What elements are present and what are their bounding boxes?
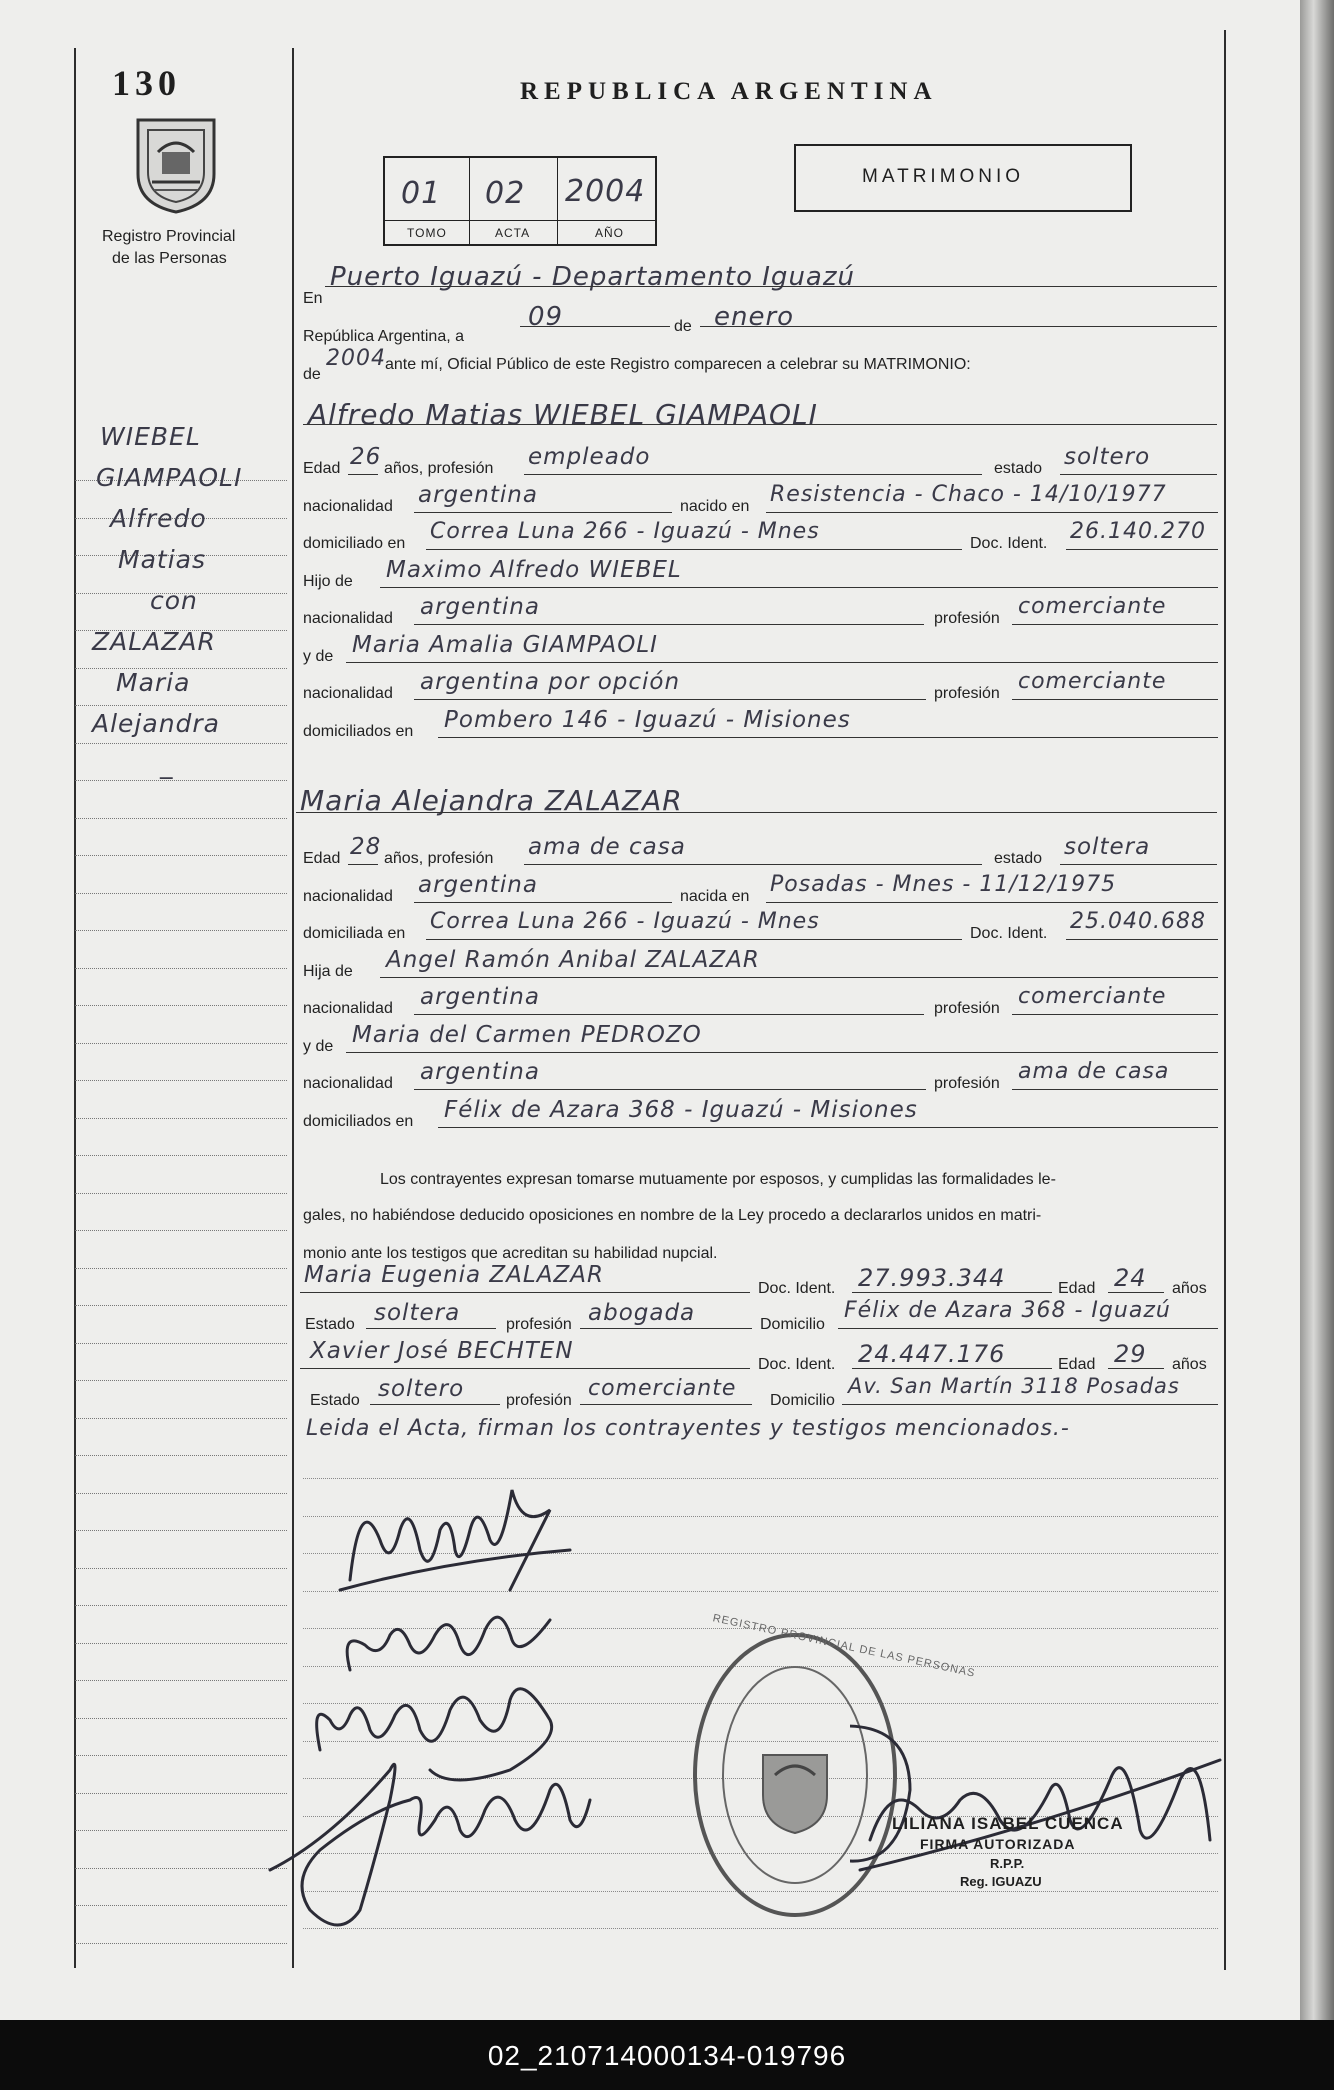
- groom-address: Correa Luna 266 - Iguazú - Mnes: [430, 519, 820, 544]
- witness1-anos-label: años: [1172, 1280, 1207, 1297]
- fill-line: [426, 549, 962, 551]
- acta-label: ACTA: [495, 226, 531, 240]
- fill-line: [1066, 549, 1218, 551]
- acta-value: 02: [485, 176, 526, 211]
- margin-name-line: GIAMPAOLI: [96, 463, 243, 492]
- declaration-line-1: Los contrayentes expresan tomarse mutuamente por esposos, y cumplidas las formalidades le-: [380, 1171, 1056, 1188]
- labels-domiciliado_en-label: domiciliado en: [303, 535, 406, 552]
- margin-ruled-line: [75, 1455, 287, 1457]
- margin-ruled-line: [75, 893, 287, 895]
- closing-text: Leida el Acta, firman los contrayentes y testigos mencionados.-: [306, 1416, 1070, 1441]
- bride-status: soltera: [1064, 834, 1151, 860]
- groom-doc: 26.140.270: [1070, 519, 1206, 544]
- labels-doc_ident-label: Doc. Ident.: [970, 925, 1048, 942]
- labels-y_de-label: y de: [303, 1037, 334, 1055]
- year-value: 2004: [326, 346, 386, 371]
- fill-line: [414, 902, 672, 904]
- tomo-value: 01: [401, 176, 442, 211]
- ano-label: AÑO: [595, 226, 625, 240]
- fill-line: [1012, 624, 1218, 626]
- fill-line: [346, 662, 1218, 664]
- official-role: FIRMA AUTORIZADA: [920, 1836, 1076, 1852]
- bride-mother: Maria del Carmen PEDROZO: [352, 1021, 702, 1048]
- fill-line: [1066, 939, 1218, 941]
- margin-ruled-line: [75, 1418, 287, 1420]
- fill-line: [1060, 474, 1217, 476]
- witness2-name: Xavier José BECHTEN: [310, 1338, 574, 1364]
- labels-anos_profesion-label: años, profesión: [384, 850, 494, 867]
- official-office: Reg. IGUAZU: [960, 1874, 1042, 1889]
- labels-nacido_en-label: nacido en: [680, 497, 750, 515]
- margin-ruled-line: [75, 1193, 287, 1195]
- witness1-profesion-label: profesión: [506, 1316, 572, 1333]
- fill-line: [426, 939, 962, 941]
- witness1-age-label: Edad: [1058, 1280, 1096, 1297]
- witness1-address: Félix de Azara 368 - Iguazú: [844, 1298, 1171, 1323]
- fill-line: [766, 902, 1218, 904]
- witness1-profession: abogada: [588, 1300, 696, 1326]
- groom-mother_prof: comerciante: [1018, 669, 1167, 694]
- fill-line: [414, 1014, 924, 1016]
- groom-father_prof: comerciante: [1018, 594, 1167, 619]
- labels-profesion-label: profesión: [934, 1075, 1000, 1092]
- fill-line: [766, 512, 1218, 514]
- margin-ruled-line: [75, 1305, 287, 1307]
- day-value: 09: [528, 302, 564, 332]
- witness2-estado-label: Estado: [310, 1392, 360, 1409]
- margin-name-line: WIEBEL: [100, 422, 201, 451]
- fill-line: [1012, 1089, 1218, 1091]
- bride-parents_address: Félix de Azara 368 - Iguazú - Misiones: [444, 1096, 918, 1123]
- bride-father_nat: argentina: [420, 984, 540, 1010]
- ano-value: 2004: [565, 174, 646, 209]
- margin-name-line: Alejandra: [92, 709, 221, 738]
- groom-age: 26: [350, 444, 382, 470]
- margin-ruled-line: [75, 1005, 287, 1007]
- labels-estado-label: estado: [994, 850, 1043, 867]
- registry-name-line1: Registro Provincial: [102, 228, 236, 245]
- groom-parents_address: Pombero 146 - Iguazú - Misiones: [444, 706, 851, 733]
- witness1-age: 24: [1114, 1264, 1147, 1292]
- fill-line: [1012, 1014, 1218, 1016]
- witness2-status: soltero: [378, 1376, 465, 1402]
- labels-hija_de-label: Hija de: [303, 962, 353, 980]
- bride-mother_nat: argentina: [420, 1059, 540, 1085]
- labels-y_de-label: y de: [303, 647, 334, 665]
- labels-profesion-label: profesión: [934, 685, 1000, 702]
- bride-father_prof: comerciante: [1018, 984, 1167, 1009]
- witness2-profession: comerciante: [588, 1376, 737, 1401]
- country-title: REPUBLICA ARGENTINA: [520, 78, 938, 105]
- page-number: 130: [112, 63, 181, 103]
- record-number-box: [383, 156, 657, 246]
- margin-name-line: _: [160, 750, 174, 779]
- stamp-ring-text: REGISTRO PROVINCIAL DE LAS PERSONAS: [711, 1612, 977, 1680]
- registry-name-line2: de las Personas: [112, 250, 227, 267]
- month-value: enero: [714, 302, 795, 332]
- groom-mother_nat: argentina por opción: [420, 669, 681, 695]
- witness1-doc-label: Doc. Ident.: [758, 1280, 836, 1297]
- fill-line: [414, 1089, 926, 1091]
- fill-line: [524, 474, 982, 476]
- labels-edad-label: Edad: [303, 850, 341, 867]
- bride-age: 28: [350, 834, 382, 860]
- bride-mother_prof: ama de casa: [1018, 1059, 1170, 1084]
- margin-name-line: con: [150, 586, 198, 615]
- labels-edad-label: Edad: [303, 460, 341, 477]
- declaration-line-3: monio ante los testigos que acreditan su habilidad nupcial.: [303, 1245, 718, 1262]
- margin-ruled-line: [75, 1343, 287, 1345]
- official-org: R.P.P.: [990, 1856, 1025, 1871]
- bride-father: Angel Ramón Anibal ZALAZAR: [386, 946, 760, 973]
- labels-nacida_en-label: nacida en: [680, 887, 750, 905]
- book-edge: [1300, 0, 1334, 2020]
- labels-profesion-label: profesión: [934, 610, 1000, 627]
- fill-line: [380, 977, 1218, 979]
- fill-line: [348, 474, 378, 476]
- labels-domiciliada_en-label: domiciliada en: [303, 925, 406, 942]
- margin-ruled-line: [75, 1118, 287, 1120]
- margin-ruled-line: [75, 1155, 287, 1157]
- de-label: de: [674, 318, 692, 335]
- official-name: LILIANA ISABEL CUENCA: [892, 1814, 1124, 1833]
- provincial-seal-icon: [128, 112, 224, 216]
- labels-nacionalidad-label: nacionalidad: [303, 610, 393, 627]
- en-label: En: [303, 290, 323, 307]
- bride-born: Posadas - Mnes - 11/12/1975: [770, 871, 1117, 897]
- labels-hijo_de-label: Hijo de: [303, 572, 353, 590]
- act-type-box: [794, 144, 1132, 212]
- fill-line: [414, 512, 672, 514]
- place-value: Puerto Iguazú - Departamento Iguazú: [330, 262, 855, 292]
- margin-ruled-line: [75, 818, 287, 820]
- margin-ruled-line: [75, 705, 287, 707]
- witness2-doc-label: Doc. Ident.: [758, 1356, 836, 1373]
- margin-ruled-line: [75, 1230, 287, 1232]
- labels-domiciliados_en-label: domiciliados en: [303, 1112, 414, 1130]
- margin-name-line: Matias: [118, 545, 206, 574]
- labels-nacionalidad-label: nacionalidad: [303, 1075, 393, 1092]
- witness2-domicilio-label: Domicilio: [770, 1392, 835, 1409]
- labels-anos_profesion-label: años, profesión: [384, 460, 494, 477]
- labels-nacionalidad-label: nacionalidad: [303, 497, 393, 515]
- labels-nacionalidad-label: nacionalidad: [303, 685, 393, 702]
- groom-born: Resistencia - Chaco - 14/10/1977: [770, 481, 1167, 507]
- document-id: 02_210714000134-019796: [487, 2040, 847, 2071]
- witness2-anos-label: años: [1172, 1356, 1207, 1373]
- de-year-label: de: [303, 366, 321, 383]
- witness1-domicilio-label: Domicilio: [760, 1316, 825, 1333]
- witness2-address: Av. San Martín 3118 Posadas: [848, 1374, 1180, 1398]
- witness2-doc: 24.447.176: [858, 1340, 1006, 1368]
- fill-line: [346, 1052, 1218, 1054]
- groom-status: soltero: [1064, 444, 1151, 470]
- fill-line: [524, 864, 982, 866]
- right-border-line: [1224, 30, 1226, 1970]
- witness2-age-label: Edad: [1058, 1356, 1096, 1373]
- groom-profession: empleado: [528, 444, 651, 470]
- witness1-estado-label: Estado: [305, 1316, 355, 1333]
- margin-ruled-line: [75, 1380, 287, 1382]
- groom-father: Maximo Alfredo WIEBEL: [386, 556, 682, 583]
- fill-line: [438, 737, 1218, 739]
- margin-ruled-line: [75, 930, 287, 932]
- margin-name-line: ZALAZAR: [92, 627, 216, 656]
- margin-ruled-line: [75, 1043, 287, 1045]
- fill-line: [380, 587, 1218, 589]
- margin-ruled-line: [75, 780, 287, 782]
- labels-profesion-label: profesión: [934, 1000, 1000, 1017]
- labels-domiciliados_en-label: domiciliados en: [303, 722, 414, 740]
- bride-nationality: argentina: [418, 871, 538, 898]
- official-signature-drawing: [850, 1720, 1230, 1900]
- labels-estado-label: estado: [994, 460, 1043, 477]
- fill-line: [414, 624, 924, 626]
- bride-doc: 25.040.688: [1070, 909, 1206, 934]
- fill-line: [348, 864, 378, 866]
- margin-ruled-line: [75, 1943, 287, 1945]
- margin-ruled-line: [75, 1268, 287, 1270]
- labels-nacionalidad-label: nacionalidad: [303, 1000, 393, 1017]
- groom-nationality: argentina: [418, 481, 538, 508]
- fill-line: [414, 699, 926, 701]
- witness1-name: Maria Eugenia ZALAZAR: [304, 1262, 604, 1288]
- witness1-status: soltera: [374, 1300, 461, 1326]
- margin-ruled-line: [75, 855, 287, 857]
- margin-ruled-line: [75, 968, 287, 970]
- witness2-age: 29: [1114, 1340, 1147, 1368]
- fill-line: [438, 1127, 1218, 1129]
- republica-label: República Argentina, a: [303, 328, 464, 345]
- labels-doc_ident-label: Doc. Ident.: [970, 535, 1048, 552]
- bride-address: Correa Luna 266 - Iguazú - Mnes: [430, 909, 820, 934]
- fill-line: [1012, 699, 1218, 701]
- margin-ruled-line: [75, 1080, 287, 1082]
- declaration-line-2: gales, no habiéndose deducido oposiciones en nombre de la Ley procedo a declararlos unidos en matri-: [303, 1207, 1042, 1224]
- fill-line: [1060, 864, 1217, 866]
- act-type-label: MATRIMONIO: [862, 166, 1025, 187]
- groom-father_nat: argentina: [420, 594, 540, 620]
- groom-name: Alfredo Matias WIEBEL GIAMPAOLI: [308, 398, 818, 431]
- witness2-profesion-label: profesión: [506, 1392, 572, 1409]
- margin-name-line: Maria: [116, 668, 191, 697]
- bride-profession: ama de casa: [528, 834, 686, 860]
- witness1-doc: 27.993.344: [858, 1264, 1006, 1292]
- margin-ruled-line: [75, 743, 287, 745]
- ante-mi-label: ante mí, Oficial Público de este Registro comparecen a celebrar su MATRIMONIO:: [385, 356, 971, 373]
- margin-name-line: Alfredo: [110, 504, 207, 533]
- tomo-label: TOMO: [407, 226, 447, 240]
- bride-name: Maria Alejandra ZALAZAR: [300, 784, 683, 817]
- labels-nacionalidad-label: nacionalidad: [303, 887, 393, 905]
- groom-mother: Maria Amalia GIAMPAOLI: [352, 631, 658, 658]
